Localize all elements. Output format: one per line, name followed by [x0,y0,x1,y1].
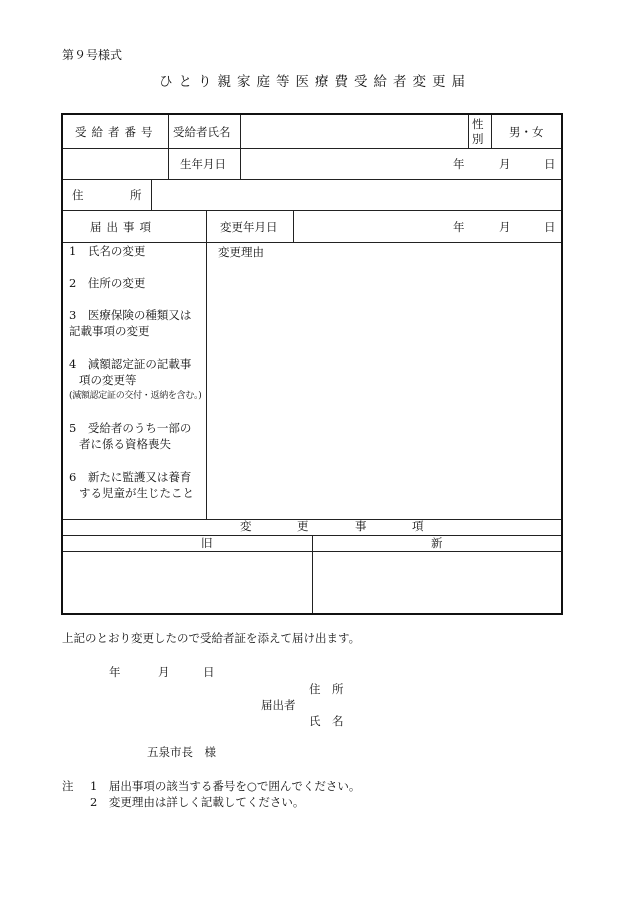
change-date-label: 変更年月日 [220,220,278,234]
birth-month-label: 月 [499,157,511,171]
old-label: 旧 [201,536,213,550]
changes-label: 事 [355,519,367,533]
row-divider [63,519,561,520]
recipient-name-label: 受給者氏名 [173,125,231,139]
date-day-label: 日 [203,665,215,679]
list-item: 3 医療保険の種類又は 記載事項の変更 [69,308,192,338]
col-divider [293,211,294,243]
notifier-name-label: 氏 名 [309,714,344,728]
note-item: 2 変更理由は詳しく記載してください。 [90,795,305,809]
row-divider [63,210,561,211]
addressee: 五泉市長 様 [147,745,216,759]
page-title: ひとり親家庭等医療費受給者変更届 [159,74,471,90]
col-divider [468,115,469,149]
notifier-label: 届出者 [261,698,296,712]
changes-label: 更 [297,519,309,533]
col-divider [240,115,241,180]
col-divider [168,115,169,180]
birth-date-label: 生年月日 [180,157,226,171]
recipient-number-label: 受給者番号 [75,125,158,139]
col-divider [206,211,207,520]
col-divider [491,115,492,149]
change-year-label: 年 [453,220,465,234]
statement: 上記のとおり変更したので受給者証を添えて届け出ます。 [62,631,361,645]
address-label: 所 [130,188,142,202]
row-divider [63,179,561,180]
change-day-label: 日 [544,220,556,234]
sex-label: 性 [472,117,484,131]
list-item: 5 受給者のうち一部の 者に係る資格喪失 [69,421,192,451]
notifier-address-label: 住 所 [309,682,344,696]
list-item: 6 新たに監護又は養育 する児童が生じたこと [69,470,194,500]
sex-options: 男・女 [509,125,544,139]
new-label: 新 [431,536,443,550]
list-item: 1 氏名の変更 [69,244,146,258]
col-divider [312,536,313,613]
row-divider [63,148,561,149]
notes-prefix: 注 [62,779,74,793]
list-item: 2 住所の変更 [69,276,146,290]
address-label: 住 [72,188,84,202]
notification-items-label: 届出事項 [90,220,156,234]
form-number: 第９号様式 [62,48,123,62]
sex-label: 別 [472,132,484,146]
date-year-label: 年 [109,665,121,679]
birth-year-label: 年 [453,157,465,171]
form-table [61,113,563,615]
change-reason-label: 変更理由 [218,245,264,259]
changes-label: 項 [412,519,424,533]
birth-day-label: 日 [544,157,556,171]
change-month-label: 月 [499,220,511,234]
note-item: 1 届出事項の該当する番号を○で囲んでください。 [90,779,361,793]
date-month-label: 月 [158,665,170,679]
col-divider [151,180,152,211]
changes-label: 変 [240,519,252,533]
list-item: 4 減額認定証の記載事 項の変更等 (減額認定証の交付・返納を含む。) [69,357,202,401]
